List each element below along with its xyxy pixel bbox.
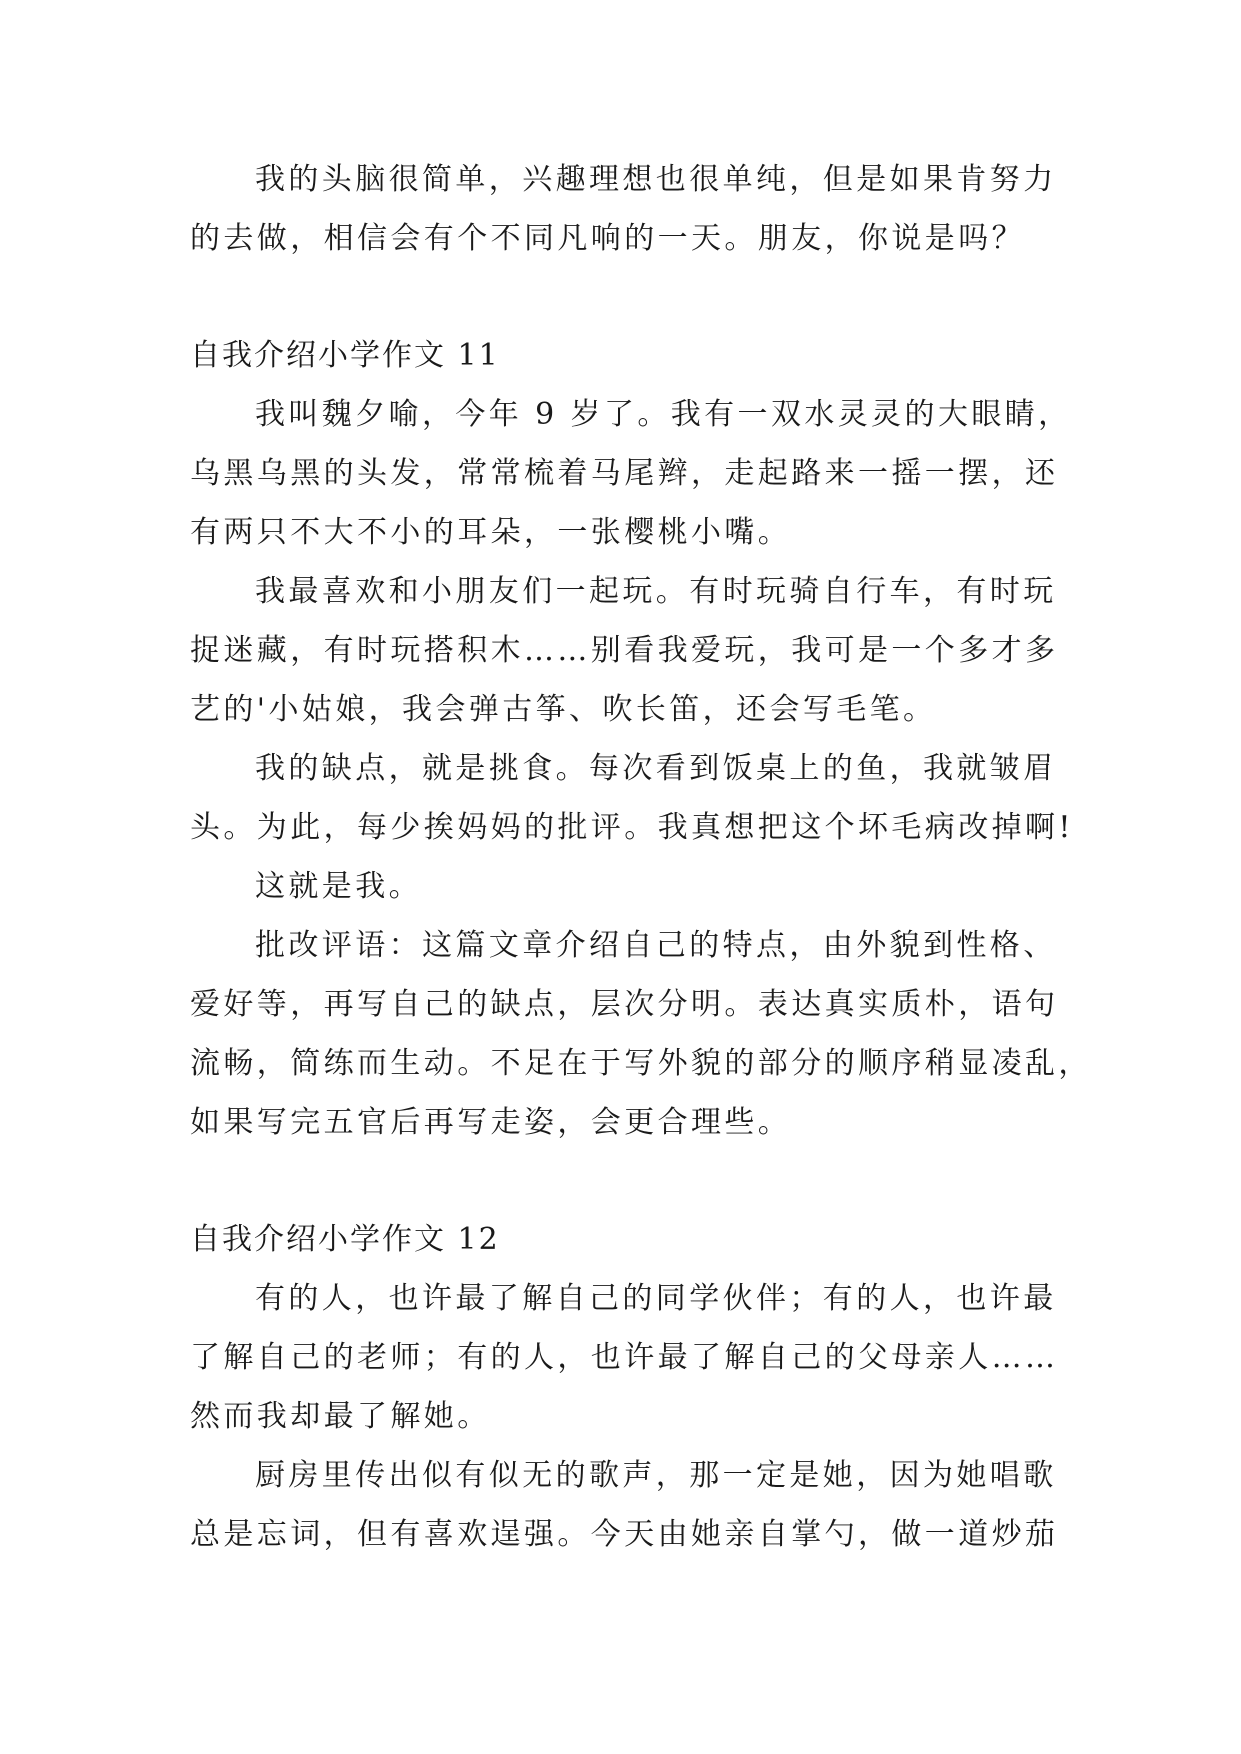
- section-title: 自我介绍小学作文 11: [190, 338, 500, 373]
- section-title: 自我介绍小学作文 12: [190, 1222, 500, 1257]
- text-line: 捉迷藏，有时玩搭积木……别看我爱玩，我可是一个多才多: [190, 633, 1059, 668]
- text-line: 然而我却最了解她。: [190, 1399, 491, 1434]
- paragraph: [190, 916, 1092, 1152]
- paragraph: [190, 385, 1070, 562]
- document-page: [190, 150, 1092, 1564]
- section-gap: [190, 268, 1070, 326]
- text-line: 批改评语：这篇文章介绍自己的特点，由外貌到性格、: [255, 928, 1057, 963]
- section-gap: [190, 1152, 1070, 1210]
- text-line: 我最喜欢和小朋友们一起玩。有时玩骑自行车，有时玩: [255, 574, 1057, 609]
- text-line: 的去做，相信会有个不同凡响的一天。朋友，你说是吗？: [190, 221, 1025, 256]
- text-line: 有的人，也许最了解自己的同学伙伴；有的人，也许最: [255, 1281, 1057, 1316]
- text-line: 艺的'小姑娘，我会弹古筝、吹长笛，还会写毛笔。: [190, 692, 937, 727]
- paragraph: [190, 1446, 1070, 1564]
- paragraph: [190, 1269, 1070, 1446]
- text-line: 我的缺点，就是挑食。每次看到饭桌上的鱼，我就皱眉: [255, 751, 1057, 786]
- text-line: 爱好等，再写自己的缺点，层次分明。表达真实质朴，语句: [190, 987, 1059, 1022]
- paragraph: [190, 739, 1074, 857]
- text-line: 如果写完五官后再写走姿，会更合理些。: [190, 1105, 792, 1140]
- paragraph: [190, 857, 1070, 916]
- section-12: [190, 1210, 1070, 1564]
- text-line: 这就是我。: [255, 869, 422, 904]
- text-line: 我的头脑很简单，兴趣理想也很单纯，但是如果肯努力: [255, 162, 1057, 197]
- text-line: 总是忘词，但有喜欢逞强。今天由她亲自掌勺，做一道炒茄: [190, 1517, 1059, 1552]
- text-line: 乌黑乌黑的头发，常常梳着马尾辫，走起路来一摇一摆，还: [190, 456, 1059, 491]
- text-line: 头。为此，每少挨妈妈的批评。我真想把这个坏毛病改掉啊!: [190, 810, 1074, 845]
- text-line: 流畅，简练而生动。不足在于写外貌的部分的顺序稍显凌乱，: [190, 1046, 1092, 1081]
- paragraph: [190, 562, 1070, 739]
- intro-paragraph: [190, 150, 1070, 268]
- section-11: [190, 326, 1092, 1152]
- text-line: 了解自己的老师；有的人，也许最了解自己的父母亲人……: [190, 1340, 1059, 1375]
- text-line: 有两只不大不小的耳朵，一张樱桃小嘴。: [190, 515, 792, 550]
- text-line: 厨房里传出似有似无的歌声，那一定是她，因为她唱歌: [255, 1458, 1057, 1493]
- text-line: 我叫魏夕喻，今年 9 岁了。我有一双水灵灵的大眼睛，: [255, 397, 1072, 432]
